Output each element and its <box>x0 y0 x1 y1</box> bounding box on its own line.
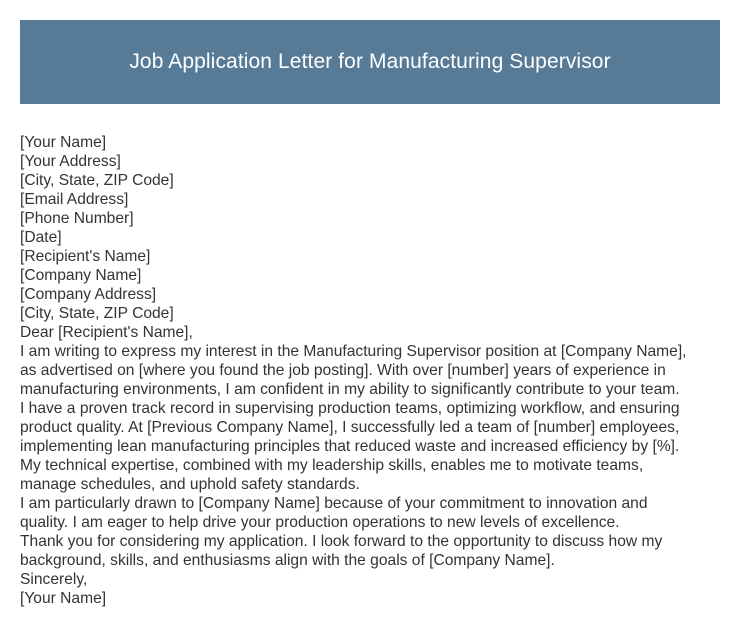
letter-body <box>20 133 720 608</box>
body-line: implementing lean manufacturing principles that reduced waste and increased efficiency by [%]. <box>20 438 680 455</box>
body-line: manage schedules, and uphold safety standards. <box>20 476 360 493</box>
body-line: quality. I am eager to help drive your production operations to new levels of excellence. <box>20 514 620 531</box>
salutation: Dear [Recipient's Name], <box>20 324 193 341</box>
body-line: I have a proven track record in supervising production teams, optimizing workflow, and ensuring <box>20 400 680 417</box>
recipient-company: [Company Name] <box>20 267 142 284</box>
sender-city-state-zip: [City, State, ZIP Code] <box>20 172 174 189</box>
title-banner <box>20 20 720 104</box>
body-line: Thank you for considering my application. I look forward to the opportunity to discuss how my <box>20 533 663 550</box>
sender-name: [Your Name] <box>20 134 107 151</box>
letter-date: [Date] <box>20 229 62 246</box>
body-line: My technical expertise, combined with my leadership skills, enables me to motivate teams, <box>20 457 644 474</box>
signature-name: [Your Name] <box>20 590 107 607</box>
sender-address: [Your Address] <box>20 153 121 170</box>
body-line: product quality. At [Previous Company Name], I successfully led a team of [number] employees, <box>20 419 680 436</box>
body-line: I am writing to express my interest in the Manufacturing Supervisor position at [Company Name], <box>20 343 687 360</box>
body-line: background, skills, and enthusiasms align with the goals of [Company Name]. <box>20 552 555 569</box>
body-line: I am particularly drawn to [Company Name] because of your commitment to innovation and <box>20 495 648 512</box>
recipient-company-address: [Company Address] <box>20 286 157 303</box>
closing: Sincerely, <box>20 571 88 588</box>
recipient-city-state-zip: [City, State, ZIP Code] <box>20 305 174 322</box>
recipient-name: [Recipient's Name] <box>20 248 151 265</box>
body-line: as advertised on [where you found the job posting]. With over [number] years of experience in <box>20 362 666 379</box>
sender-phone: [Phone Number] <box>20 210 134 227</box>
body-line: manufacturing environments, I am confident in my ability to significantly contribute to your team. <box>20 381 680 398</box>
page-title: Job Application Letter for Manufacturing Supervisor <box>129 50 611 73</box>
sender-email: [Email Address] <box>20 191 129 208</box>
